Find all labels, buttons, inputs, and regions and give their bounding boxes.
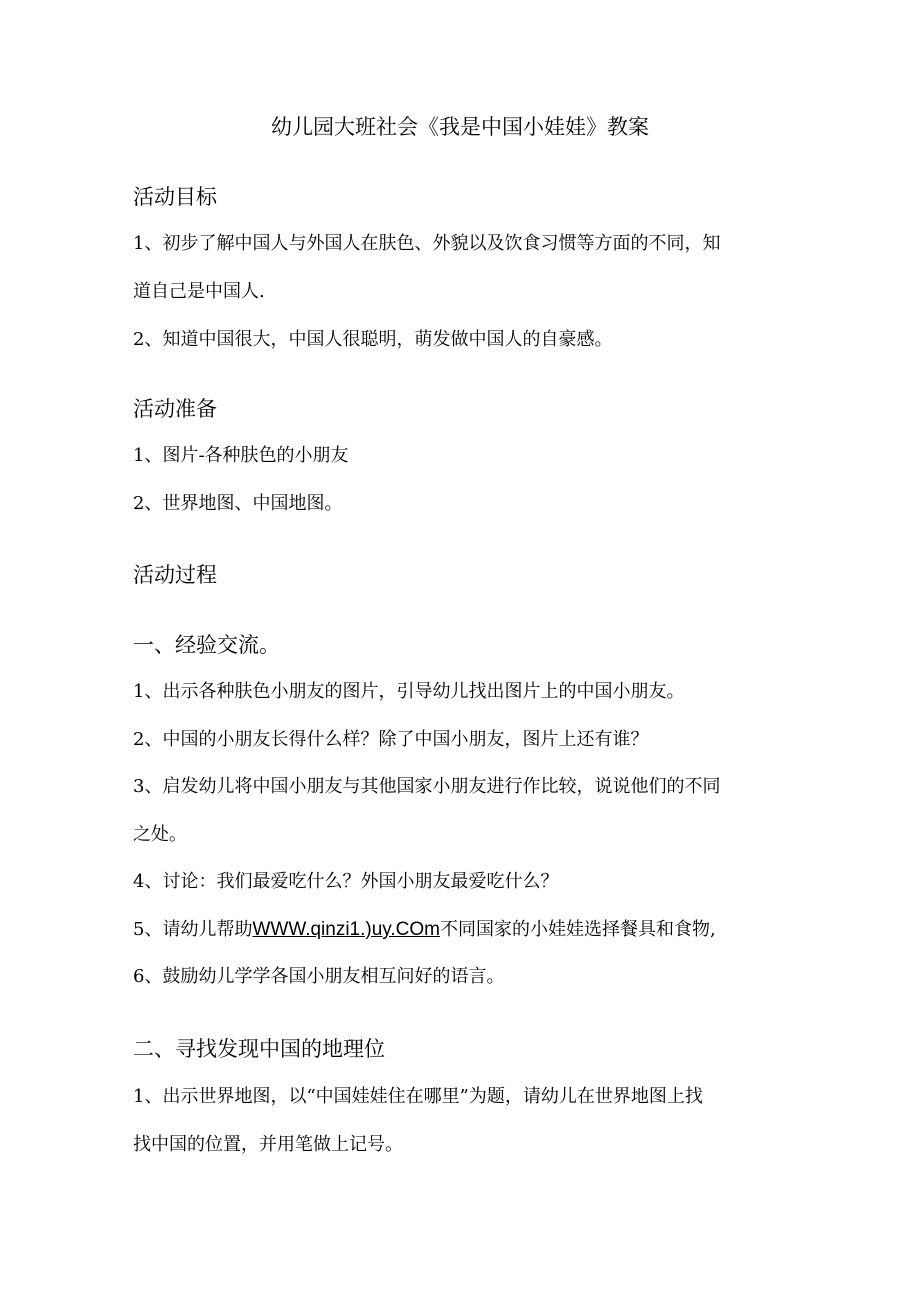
- step1-item-2: 2、中国的小朋友长得什么样？除了中国小朋友，图片上还有谁？: [133, 729, 649, 750]
- heading-process: 活动过程: [133, 563, 217, 587]
- step1-item-5: [133, 908, 793, 952]
- step2-item-1-line-1: 1、出示世界地图，以“中国娃娃住在哪里”为题，请幼儿在世界地图上找: [133, 1086, 703, 1107]
- step1-item-4: 4、讨论：我们最爱吃什么？外国小朋友最爱吃什么？: [133, 871, 559, 892]
- heading-goals: 活动目标: [133, 185, 217, 209]
- document-title: 幼儿园大班社会《我是中国小娃娃》教案: [271, 115, 649, 139]
- goals-item-1-line-1: 1、初步了解中国人与外国人在肤色、外貌以及饮食习惯等方面的不同，知: [133, 233, 721, 254]
- step2-item-1-line-2: 找中国的位置，并用笔做上记号。: [133, 1134, 403, 1155]
- goals-item-2: 2、知道中国很大，中国人很聪明，萌发做中国人的自豪感。: [133, 329, 613, 350]
- step1-item-1: 1、出示各种肤色小朋友的图片，引导幼儿找出图片上的中国小朋友。: [133, 681, 685, 702]
- goals-item-1-line-2: 道自己是中国人.: [133, 281, 265, 302]
- heading-prep: 活动准备: [133, 397, 217, 421]
- heading-step-1: 一、经验交流。: [133, 633, 280, 657]
- heading-step-2: 二、寻找发现中国的地理位: [133, 1037, 385, 1061]
- prep-item-2: 2、世界地图、中国地图。: [133, 493, 343, 514]
- step1-item-5-text-before: 5、请幼儿帮助: [133, 919, 253, 940]
- step1-item-3-line-2: 之处。: [133, 824, 187, 845]
- step1-item-6: 6、鼓励幼儿学学各国小朋友相互问好的语言。: [133, 966, 505, 987]
- prep-item-1: 1、图片-各种肤色的小朋友: [133, 445, 349, 466]
- website-link[interactable]: WWW.qinzi1.)uy.COm: [252, 919, 440, 940]
- step1-item-5-text-after: 不同国家的小娃娃选择餐具和食物,: [440, 919, 716, 940]
- step1-item-3-line-1: 3、启发幼儿将中国小朋友与其他国家小朋友进行作比较，说说他们的不同: [133, 776, 721, 797]
